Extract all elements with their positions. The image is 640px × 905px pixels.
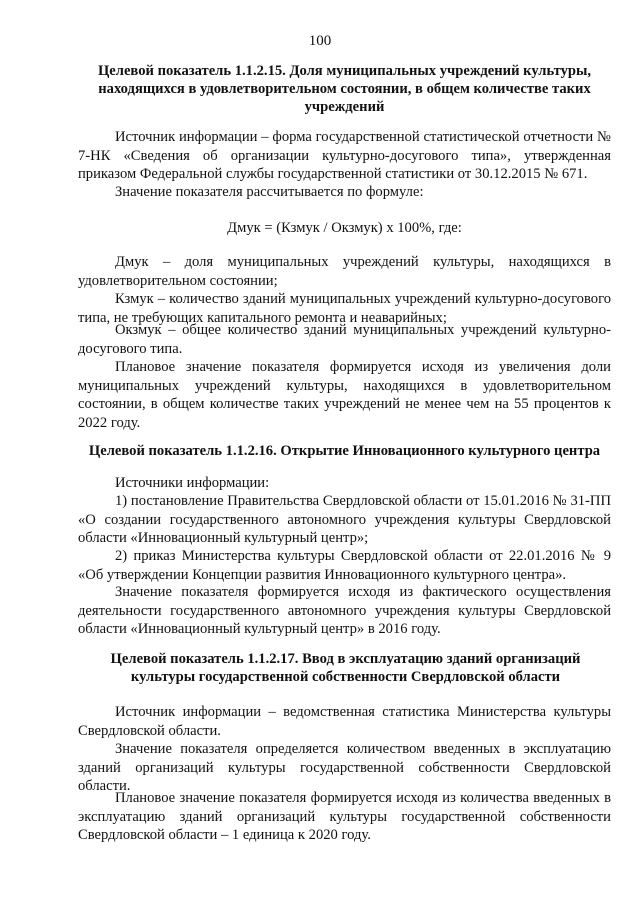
paragraph-source-1: Источник информации – форма государственной статистической отчетности № 7-НК «Сведения об организации культурно-досугового типа», утвержденная приказом Федеральной службы государственной статистики от 30.12.2015 № 671. (78, 129, 611, 182)
paragraph-indicator-value-3: Значение показателя определяется количеством введенных в эксплуатацию зданий организаций культуры государственной собственности Свердловской области. (78, 741, 611, 794)
definition-dmuk: Дмук – доля муниципальных учреждений культуры, находящихся в удовлетворительном состоянии; (78, 254, 611, 289)
paragraph-planned-value-3: Плановое значение показателя формируется исходя из количества введенных в эксплуатацию зданий организаций культуры государственной собственности Свердловской области – 1 единица к 2020 году. (78, 790, 611, 843)
formula: Дмук = (Кзмук / Окзмук) х 100%, где: (227, 220, 462, 236)
definition-kzmuk: Кзмук – количество зданий муниципальных учреждений культурно-досугового типа, не требующих капитального ремонта и неаварийных; (78, 291, 611, 326)
paragraph-sources-label: Источники информации: (115, 475, 270, 491)
section-heading-1-1-2-17: Целевой показатель 1.1.2.17. Ввод в эксплуатацию зданий организаций культуры государственной собственности Свердловской области (110, 651, 581, 685)
section-heading-1-1-2-16: Целевой показатель 1.1.2.16. Открытие Инновационного культурного центра (88, 443, 601, 459)
paragraph-formula-intro: Значение показателя рассчитывается по формуле: (115, 184, 424, 200)
definition-okzmuk: Окзмук – общее количество зданий муниципальных учреждений культурно-досугового типа. (78, 322, 611, 357)
section-heading-1-1-2-15: Целевой показатель 1.1.2.15. Доля муниципальных учреждений культуры, находящихся в удовлетворительном состоянии, в общем количестве таких учреждений (97, 63, 592, 115)
paragraph-source-3: Источник информации – ведомственная статистика Министерства культуры Свердловской области. (78, 704, 611, 739)
paragraph-planned-value-1: Плановое значение показателя формируется исходя из увеличения доли муниципальных учреждений культуры, находящихся в удовлетворительном состоянии, в общем количестве таких учреждений не менее чем на 55 процентов к 2022 году. (78, 359, 611, 431)
page-number: 100 (308, 33, 332, 49)
paragraph-source-item-1: 1) постановление Правительства Свердловской области от 15.01.2016 № 31-ПП «О создании государственного автономного учреждения культуры Свердловской области «Инновационный культурный центр»; (78, 493, 611, 546)
paragraph-indicator-value-2: Значение показателя формируется исходя из фактического осуществления деятельности государственного автономного учреждения культуры Свердловской области «Инновационный культурный центр» в 2016 году. (78, 584, 611, 637)
paragraph-source-item-2: 2) приказ Министерства культуры Свердловской области от 22.01.2016 № 9 «Об утверждении Концепции развития Инновационного культурного центра». (78, 548, 611, 583)
